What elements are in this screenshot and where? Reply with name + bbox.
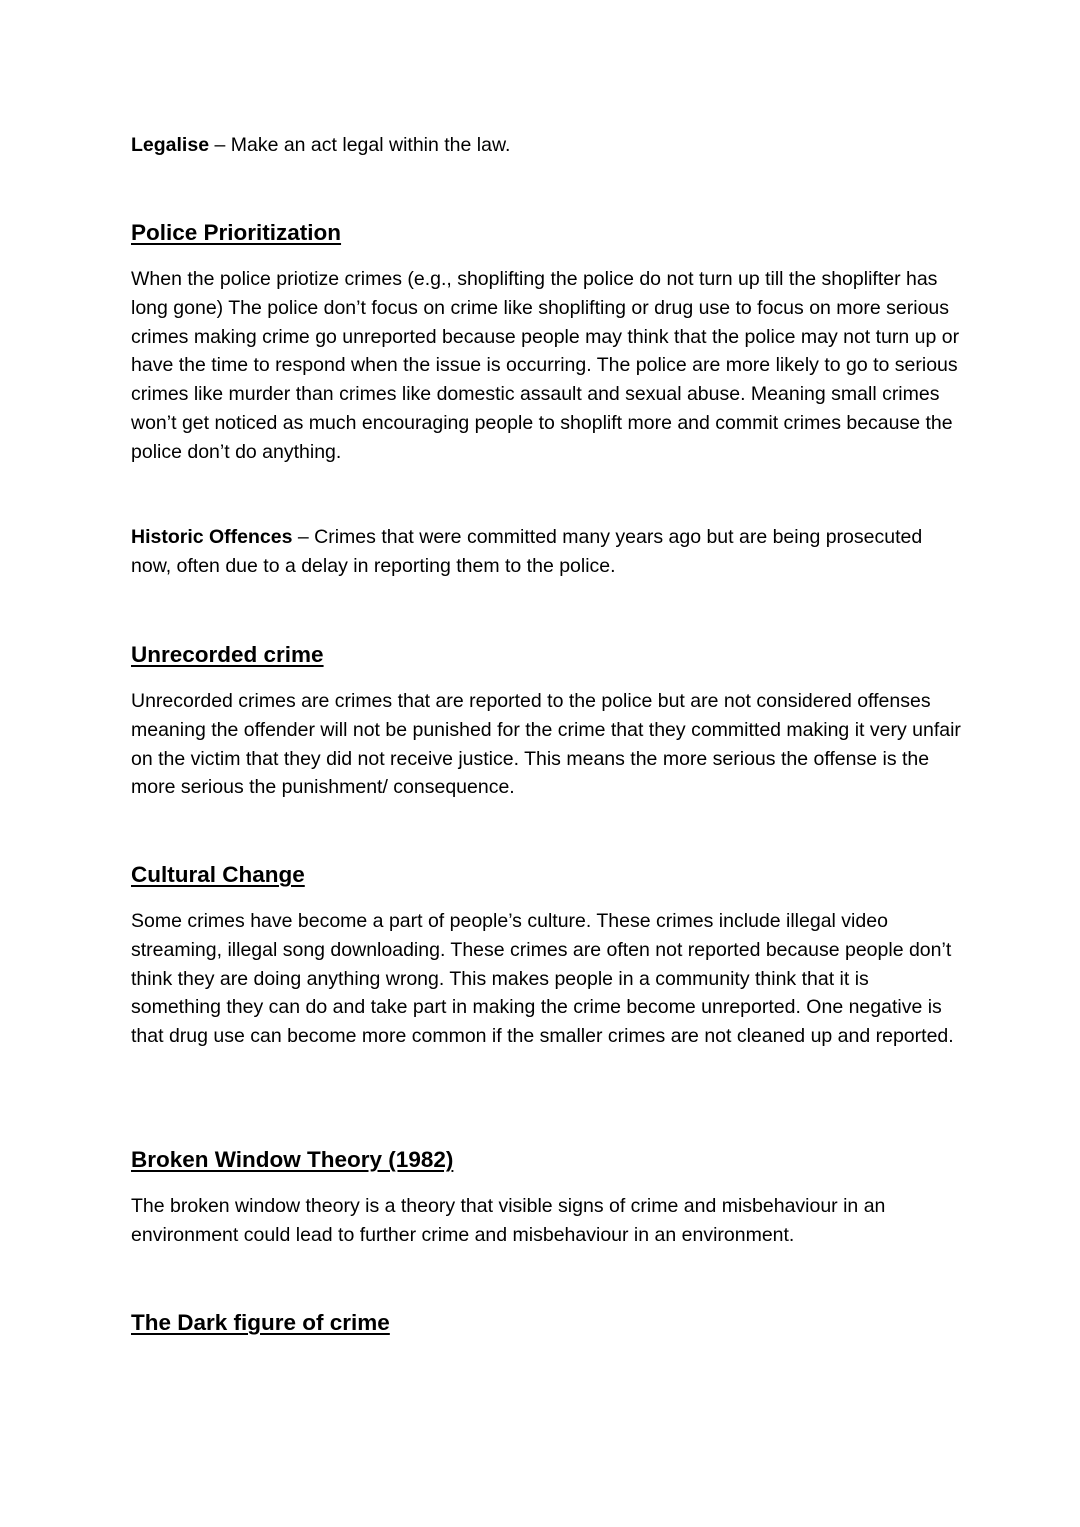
legalise-definition — [131, 131, 961, 160]
historic-offences-definition — [131, 523, 961, 581]
cultural-change-heading: Cultural Change — [131, 862, 305, 887]
cultural-change-body: Some crimes have become a part of people’s culture. These crimes include illegal video streaming, illegal song downloading. These crimes are often not reported because people don’t think they are doing anything wrong. This makes people in a community think that it is something they can do and take part in making the crime become unreported. One negative is that drug use can become more common if the smaller crimes are not cleaned up and reported. — [131, 910, 954, 1048]
unrecorded-crime-body: Unrecorded crimes are crimes that are reported to the police but are not considered offenses meaning the offender will not be punished for the crime that they committed making it very unfair on the victim that they did not receive justice. This means the more serious the offense is the more serious the punishment/ consequence. — [131, 690, 961, 799]
historic-offences-text: – Crimes that were committed many years ago but are being prosecuted now, often due to a delay in reporting them to the police. — [131, 526, 923, 577]
police-prioritization-heading: Police Prioritization — [131, 220, 342, 245]
historic-offences-term: Historic Offences — [131, 526, 293, 548]
police-prioritization-body: When the police priotize crimes (e.g., shoplifting the police do not turn up till the shoplifter has long gone) The police don’t focus on crime like shoplifting or drug use to focus on more serious crimes making crime go unreported because people may think that the police may not turn up or have the time to respond when the issue is occurring. The police are more likely to go to serious crimes like murder than crimes like domestic assault and sexual abuse. Meaning small crimes won’t get noticed as much encouraging people to shoplift more and commit crimes because the police don’t do anything. — [131, 268, 960, 463]
broken-window-heading: Broken Window Theory (1982) — [131, 1147, 454, 1172]
legalise-text: – Make an act legal within the law. — [209, 134, 511, 156]
broken-window-body: The broken window theory is a theory that visible signs of crime and misbehaviour in an environment could lead to further crime and misbehaviour in an environment. — [131, 1195, 886, 1246]
legalise-term: Legalise — [131, 134, 210, 156]
dark-figure-heading: The Dark figure of crime — [131, 1310, 390, 1335]
unrecorded-crime-heading: Unrecorded crime — [131, 642, 324, 667]
